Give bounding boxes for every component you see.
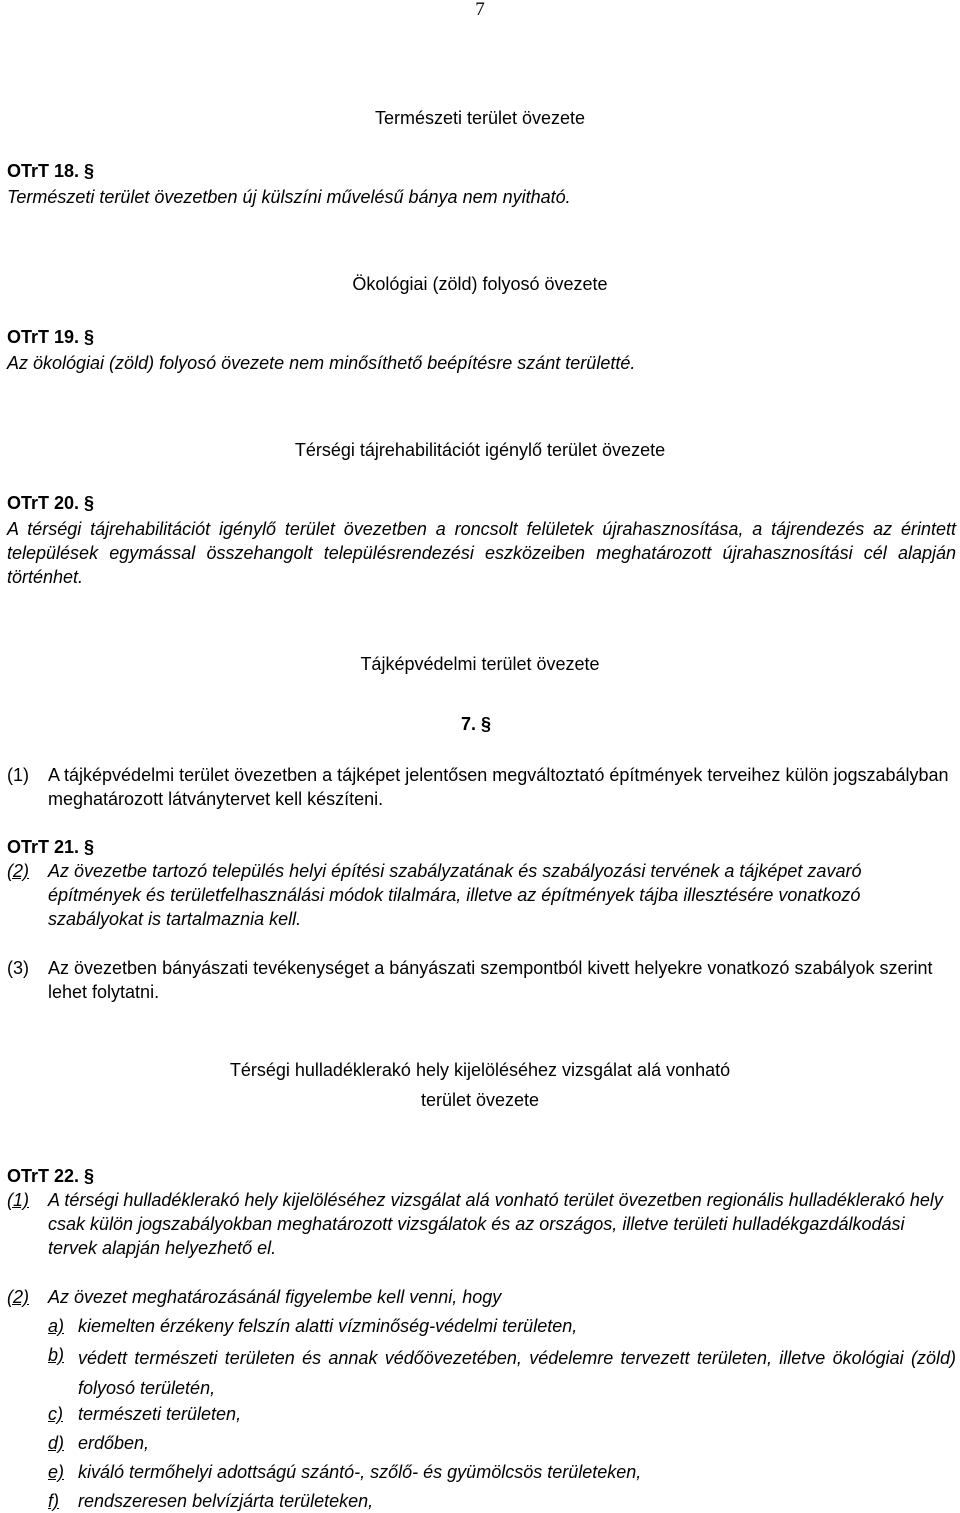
otrt-20-text: A térségi tájrehabilitációt igénylő terület övezetben a roncsolt felületek újrahasznosítása, a tájrendezés az érintett települések egymással összehangolt településrendezési eszközeiben meghatározott újrahasznosítási cél alapján történhet. (7, 519, 956, 587)
otrt-22-label: OTrT 22. § (7, 1166, 95, 1186)
otrt-18-text: Természeti terület övezetben új külszíni művelésű bánya nem nyitható. (7, 187, 571, 207)
hulladek-item-1 (0, 1188, 960, 1264)
section-heading-hulladek-line2: terület övezete (420, 1090, 540, 1110)
item-text: Az övezet meghatározásánál figyelembe kell venni, hogy (48, 1287, 502, 1307)
item-text: A tájképvédelmi terület övezetben a tájképet jelentősen megváltoztató építmények terveihez külön jogszabályban meghatározott látványtervet kell készíteni. (48, 765, 949, 809)
letter-label: a) (48, 1316, 65, 1336)
letter-text: erdőben, (78, 1433, 150, 1453)
page-number: 7 (475, 0, 485, 20)
letter-label: b) (48, 1345, 65, 1365)
letter-text: kiemelten érzékeny felszín alatti vízminőség-védelmi területen, (78, 1316, 578, 1336)
letter-text: rendszeresen belvízjárta területeken, (78, 1491, 374, 1511)
item-number: (1) (7, 1190, 29, 1210)
section-heading-tajkep: Tájképvédelmi terület övezete (360, 654, 600, 674)
tajkep-item-2 (0, 859, 960, 935)
letter-text: kiváló termőhelyi adottságú szántó-, szőlő- és gyümölcsös területeken, (78, 1462, 642, 1482)
paragraph-7-label: 7. § (461, 714, 492, 734)
otrt-18-label: OTrT 18. § (7, 161, 95, 181)
hulladek-letter-f (0, 1489, 960, 1513)
otrt-20-label: OTrT 20. § (7, 493, 95, 513)
item-number: (1) (7, 765, 29, 785)
item-number: (3) (7, 958, 29, 978)
item-number: (2) (7, 861, 29, 881)
letter-label: d) (48, 1433, 65, 1453)
section-heading-termeszeti: Természeti terület övezete (374, 108, 586, 128)
hulladek-item-2 (0, 1285, 960, 1311)
hulladek-letter-b (0, 1343, 960, 1399)
tajkep-item-1 (0, 763, 960, 815)
item-number: (2) (7, 1287, 29, 1307)
section-heading-hulladek-line1: Térségi hulladéklerakó hely kijelöléséhez vizsgálat alá vonható (229, 1060, 731, 1080)
item-text: Az övezetbe tartozó település helyi építési szabályzatának és szabályozási tervének a tájképet zavaró építmények és területfelhasználási módok tilalmára, illetve az építmények tájba illesztésére vonatkozó szabályokat is tartalmaznia kell. (48, 861, 862, 929)
hulladek-letter-d (0, 1431, 960, 1457)
hulladek-letter-e (0, 1460, 960, 1486)
otrt-19-label: OTrT 19. § (7, 327, 95, 347)
hulladek-letter-a (0, 1314, 960, 1340)
letter-text: természeti területen, (78, 1404, 242, 1424)
letter-label: f) (48, 1491, 59, 1511)
tajkep-item-3 (0, 956, 960, 1008)
section-heading-tajrehab: Térségi tájrehabilitációt igénylő terület övezete (294, 440, 666, 460)
item-text: A térségi hulladéklerakó hely kijelöléséhez vizsgálat alá vonható terület övezetben regionális hulladéklerakó hely csak külön jogszabályokban meghatározott vizsgálatok és az országos, illetve területi hulladékgazdálkodási tervek alapján helyezhető el. (48, 1190, 943, 1258)
otrt-21-label: OTrT 21. § (7, 837, 95, 857)
otrt-19-text: Az ökológiai (zöld) folyosó övezete nem minősíthető beépítésre szánt területté. (7, 353, 636, 373)
item-text: Az övezetben bányászati tevékenységet a bányászati szempontból kivett helyekre vonatkozó szabályok szerint lehet folytatni. (48, 958, 933, 1002)
hulladek-letter-c (0, 1402, 960, 1428)
letter-label: c) (48, 1404, 63, 1424)
letter-label: e) (48, 1462, 65, 1482)
section-heading-okologiai: Ökológiai (zöld) folyosó övezete (352, 274, 608, 294)
letter-text: védett természeti területen és annak védőövezetében, védelemre tervezett területen, illetve ökológiai (zöld) folyosó területén, (78, 1348, 956, 1398)
